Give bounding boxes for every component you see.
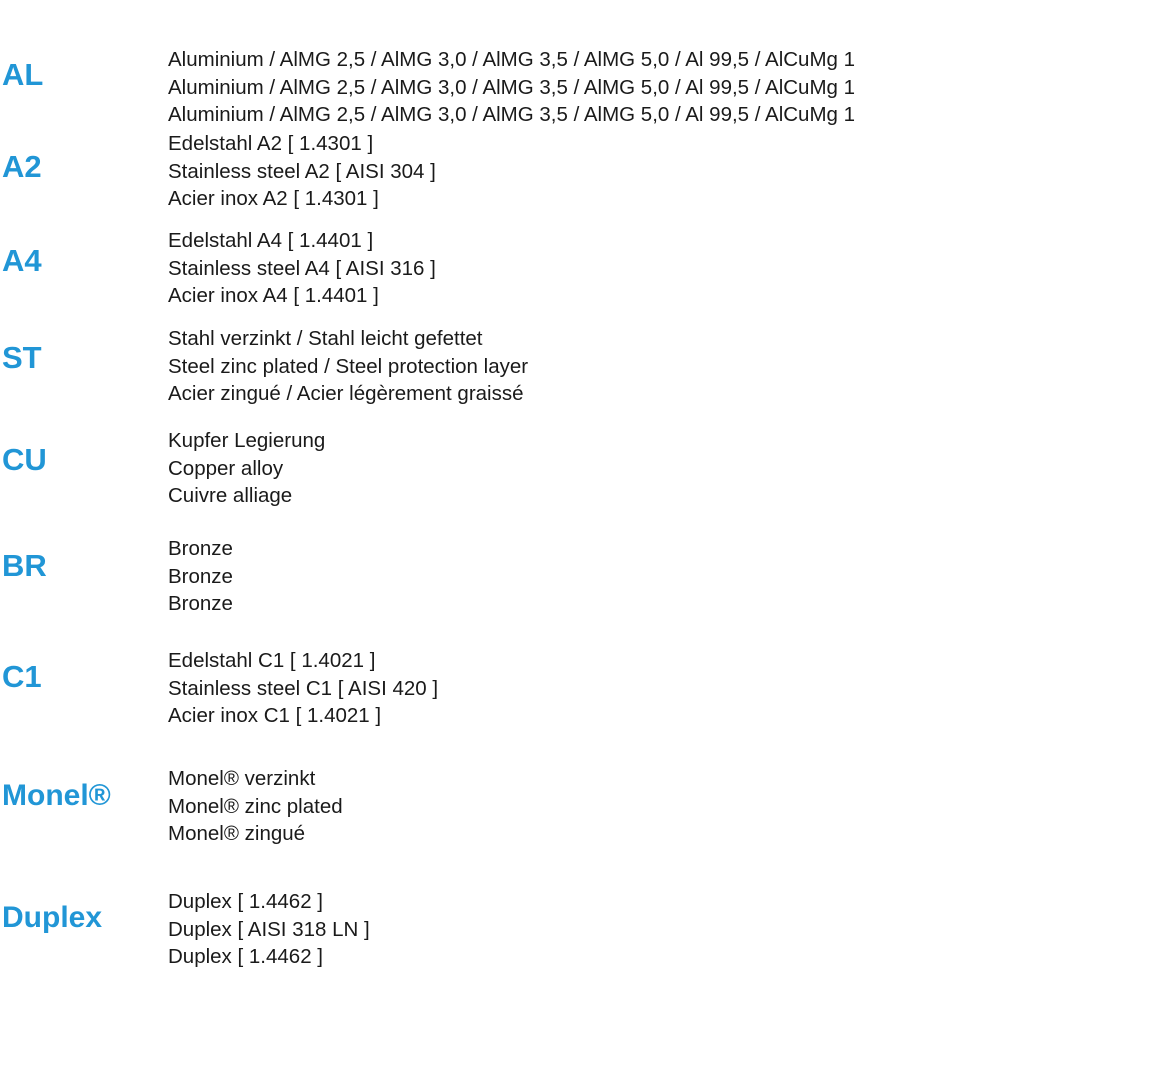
- material-code-a2: A2: [2, 148, 42, 184]
- material-code-cell-al: [0, 30, 168, 120]
- material-description-line-fr: Acier zingué / Acier légèrement graissé: [168, 382, 524, 405]
- material-description-line-fr: Aluminium / AlMG 2,5 / AlMG 3,0 / AlMG 3,5 / AlMG 5,0 / Al 99,5 / AlCuMg 1: [168, 103, 856, 126]
- material-description-line-en: Stainless steel C1 [ AISI 420 ]: [168, 676, 439, 700]
- material-description-line-fr: Bronze: [168, 592, 233, 615]
- material-row-a2: [0, 120, 1160, 213]
- material-row-st: [0, 309, 1160, 407]
- material-description-line-de: Stahl verzinkt / Stahl leicht gefettet: [168, 327, 483, 350]
- material-code-cell-a2: [0, 120, 168, 213]
- material-description-a4: [168, 213, 1160, 310]
- material-description-line-de: Monel® verzinkt: [168, 767, 316, 790]
- material-description-c1: [168, 620, 1160, 730]
- material-description-line-fr: Monel® zingué: [168, 822, 306, 845]
- material-row-a4: [0, 213, 1160, 309]
- material-code-cell-c1: [0, 620, 168, 734]
- material-row-duplex: [0, 858, 1160, 978]
- material-row-c1: [0, 620, 1160, 734]
- material-description-line-en: Aluminium / AlMG 2,5 / AlMG 3,0 / AlMG 3,5 / AlMG 5,0 / Al 99,5 / AlCuMg 1: [168, 75, 856, 99]
- material-legend-list: [0, 30, 1160, 978]
- material-description-line-en: Stainless steel A4 [ AISI 316 ]: [168, 256, 436, 280]
- material-code-br: BR: [2, 548, 47, 583]
- material-code-cu: CU: [2, 441, 47, 477]
- material-code-cell-br: [0, 512, 168, 620]
- material-description-cu: [168, 407, 1160, 510]
- material-code-cell-a4: [0, 213, 168, 309]
- material-description-line-en: Stainless steel A2 [ AISI 304 ]: [168, 159, 436, 183]
- material-description-line-de: Edelstahl C1 [ 1.4021 ]: [168, 649, 376, 672]
- material-row-cu: [0, 407, 1160, 512]
- material-code-duplex: Duplex: [2, 901, 103, 934]
- material-row-br: [0, 512, 1160, 620]
- material-description-line-de: Kupfer Legierung: [168, 429, 326, 452]
- material-code-cell-cu: [0, 407, 168, 512]
- material-code-c1: C1: [2, 659, 42, 694]
- material-description-line-en: Bronze: [168, 564, 233, 588]
- material-description-duplex: [168, 858, 1160, 971]
- material-description-line-fr: Acier inox C1 [ 1.4021 ]: [168, 704, 382, 727]
- material-code-monel: Monel®: [2, 779, 111, 812]
- material-description-st: [168, 309, 1160, 408]
- material-code-cell-monel: [0, 734, 168, 858]
- material-description-line-de: Aluminium / AlMG 2,5 / AlMG 3,0 / AlMG 3,5 / AlMG 5,0 / Al 99,5 / AlCuMg 1: [168, 48, 856, 71]
- material-description-al: [168, 30, 1160, 129]
- material-description-line-de: Edelstahl A2 [ 1.4301 ]: [168, 132, 374, 155]
- material-description-br: [168, 512, 1160, 618]
- material-code-a4: A4: [2, 243, 42, 278]
- material-row-al: [0, 30, 1160, 126]
- material-description-line-de: Duplex [ 1.4462 ]: [168, 890, 323, 913]
- material-code-cell-duplex: [0, 858, 168, 978]
- material-description-line-de: Edelstahl A4 [ 1.4401 ]: [168, 229, 374, 252]
- material-code-al: AL: [2, 57, 44, 92]
- material-description-line-fr: Cuivre alliage: [168, 484, 293, 507]
- material-code-cell-st: [0, 309, 168, 407]
- material-description-line-en: Copper alloy: [168, 456, 284, 480]
- material-code-st: ST: [2, 340, 42, 375]
- material-description-line-fr: Duplex [ 1.4462 ]: [168, 945, 323, 968]
- material-description-line-en: Duplex [ AISI 318 LN ]: [168, 917, 370, 941]
- material-description-line-en: Monel® zinc plated: [168, 794, 343, 818]
- material-description-a2: [168, 120, 1160, 213]
- material-description-line-fr: Acier inox A4 [ 1.4401 ]: [168, 284, 379, 307]
- material-description-line-fr: Acier inox A2 [ 1.4301 ]: [168, 187, 379, 210]
- material-row-monel: [0, 734, 1160, 858]
- material-description-line-de: Bronze: [168, 537, 233, 560]
- material-description-monel: [168, 734, 1160, 848]
- material-description-line-en: Steel zinc plated / Steel protection layer: [168, 354, 529, 378]
